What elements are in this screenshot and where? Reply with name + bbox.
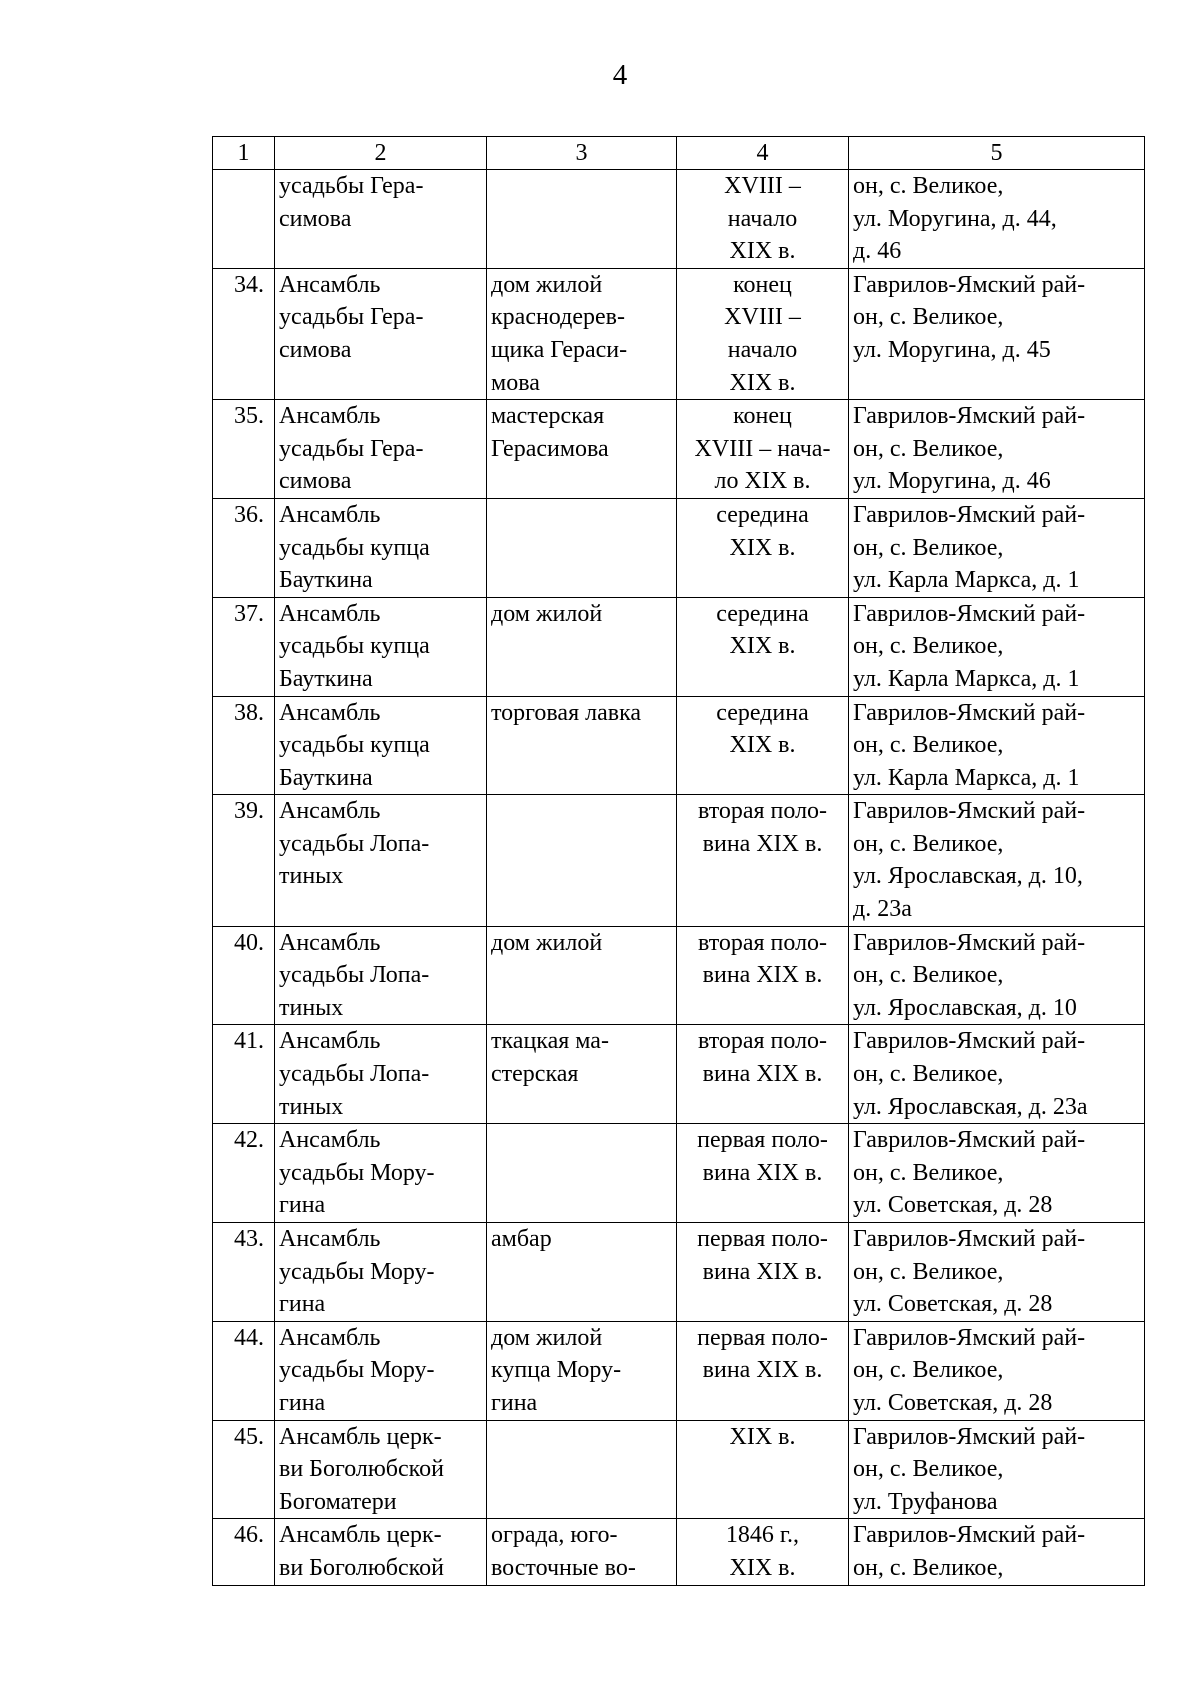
table-row bbox=[213, 1519, 1145, 1585]
table-row bbox=[213, 1124, 1145, 1223]
row-number-cell: 37. bbox=[213, 597, 275, 696]
row-number-cell: 34. bbox=[213, 268, 275, 399]
object-component-cell: ограда, юго- восточные во- bbox=[487, 1519, 677, 1585]
address-cell: Гаврилов-Ямский рай- он, с. Великое, ул. Моругина, д. 46 bbox=[849, 400, 1145, 499]
object-name-cell: Ансамбль усадьбы Лопа- тиных bbox=[275, 926, 487, 1025]
table-row bbox=[213, 1025, 1145, 1124]
table-row bbox=[213, 400, 1145, 499]
dating-cell: XVIII – начало XIX в. bbox=[677, 170, 849, 269]
object-name-cell: Ансамбль усадьбы купца Бауткина bbox=[275, 498, 487, 597]
row-number-cell: 43. bbox=[213, 1223, 275, 1322]
address-cell: Гаврилов-Ямский рай- он, с. Великое, ул. Советская, д. 28 bbox=[849, 1124, 1145, 1223]
table-row bbox=[213, 498, 1145, 597]
address-cell: Гаврилов-Ямский рай- он, с. Великое, ул. Советская, д. 28 bbox=[849, 1223, 1145, 1322]
table-row bbox=[213, 268, 1145, 399]
object-name-cell: Ансамбль усадьбы купца Бауткина bbox=[275, 597, 487, 696]
address-cell: Гаврилов-Ямский рай- он, с. Великое, ул. Ярославская, д. 23а bbox=[849, 1025, 1145, 1124]
dating-cell: первая поло- вина XIX в. bbox=[677, 1223, 849, 1322]
address-cell: Гаврилов-Ямский рай- он, с. Великое, ул. Карла Маркса, д. 1 bbox=[849, 597, 1145, 696]
column-header: 5 bbox=[849, 137, 1145, 170]
object-name-cell: Ансамбль усадьбы Лопа- тиных bbox=[275, 795, 487, 926]
row-number-cell: 44. bbox=[213, 1321, 275, 1420]
object-component-cell: дом жилой bbox=[487, 597, 677, 696]
table-row bbox=[213, 170, 1145, 269]
object-component-cell bbox=[487, 1124, 677, 1223]
column-header: 4 bbox=[677, 137, 849, 170]
object-component-cell: дом жилой bbox=[487, 926, 677, 1025]
column-header: 2 bbox=[275, 137, 487, 170]
row-number-cell: 39. bbox=[213, 795, 275, 926]
address-cell: он, с. Великое, ул. Моругина, д. 44, д. 46 bbox=[849, 170, 1145, 269]
dating-cell: 1846 г., XIX в. bbox=[677, 1519, 849, 1585]
table-row bbox=[213, 1420, 1145, 1519]
address-cell: Гаврилов-Ямский рай- он, с. Великое, ул. Ярославская, д. 10, д. 23а bbox=[849, 795, 1145, 926]
dating-cell: середина XIX в. bbox=[677, 696, 849, 795]
address-cell: Гаврилов-Ямский рай- он, с. Великое, ул. Ярославская, д. 10 bbox=[849, 926, 1145, 1025]
object-component-cell bbox=[487, 795, 677, 926]
table-row bbox=[213, 795, 1145, 926]
table-row bbox=[213, 926, 1145, 1025]
object-name-cell: Ансамбль усадьбы Мору- гина bbox=[275, 1124, 487, 1223]
object-name-cell: Ансамбль усадьбы Мору- гина bbox=[275, 1223, 487, 1322]
column-header: 1 bbox=[213, 137, 275, 170]
object-name-cell: Ансамбль усадьбы Лопа- тиных bbox=[275, 1025, 487, 1124]
object-component-cell: дом жилой купца Мору- гина bbox=[487, 1321, 677, 1420]
object-name-cell: Ансамбль церк- ви Боголюбской bbox=[275, 1519, 487, 1585]
dating-cell: первая поло- вина XIX в. bbox=[677, 1124, 849, 1223]
row-number-cell: 45. bbox=[213, 1420, 275, 1519]
object-name-cell: Ансамбль усадьбы купца Бауткина bbox=[275, 696, 487, 795]
dating-cell: вторая поло- вина XIX в. bbox=[677, 926, 849, 1025]
table-header-row bbox=[213, 137, 1145, 170]
address-cell: Гаврилов-Ямский рай- он, с. Великое, bbox=[849, 1519, 1145, 1585]
table-row bbox=[213, 597, 1145, 696]
object-name-cell: усадьбы Гера- симова bbox=[275, 170, 487, 269]
row-number-cell: 40. bbox=[213, 926, 275, 1025]
address-cell: Гаврилов-Ямский рай- он, с. Великое, ул. Моругина, д. 45 bbox=[849, 268, 1145, 399]
address-cell: Гаврилов-Ямский рай- он, с. Великое, ул. Карла Маркса, д. 1 bbox=[849, 498, 1145, 597]
row-number-cell: 35. bbox=[213, 400, 275, 499]
page-number: 4 bbox=[612, 59, 628, 91]
table-row bbox=[213, 1223, 1145, 1322]
object-component-cell: амбар bbox=[487, 1223, 677, 1322]
row-number-cell: 36. bbox=[213, 498, 275, 597]
row-number-cell: 42. bbox=[213, 1124, 275, 1223]
dating-cell: вторая поло- вина XIX в. bbox=[677, 1025, 849, 1124]
row-number-cell: 38. bbox=[213, 696, 275, 795]
address-cell: Гаврилов-Ямский рай- он, с. Великое, ул. Советская, д. 28 bbox=[849, 1321, 1145, 1420]
table-row bbox=[213, 696, 1145, 795]
dating-cell: XIX в. bbox=[677, 1420, 849, 1519]
address-cell: Гаврилов-Ямский рай- он, с. Великое, ул. Труфанова bbox=[849, 1420, 1145, 1519]
object-name-cell: Ансамбль усадьбы Мору- гина bbox=[275, 1321, 487, 1420]
object-component-cell: дом жилой краснодерев- щика Гераси- мова bbox=[487, 268, 677, 399]
table-row bbox=[213, 1321, 1145, 1420]
object-component-cell bbox=[487, 170, 677, 269]
object-component-cell: ткацкая ма- стерская bbox=[487, 1025, 677, 1124]
dating-cell: первая поло- вина XIX в. bbox=[677, 1321, 849, 1420]
dating-cell: конец XVIII – нача- ло XIX в. bbox=[677, 400, 849, 499]
column-header: 3 bbox=[487, 137, 677, 170]
address-cell: Гаврилов-Ямский рай- он, с. Великое, ул. Карла Маркса, д. 1 bbox=[849, 696, 1145, 795]
object-component-cell bbox=[487, 498, 677, 597]
heritage-objects-table bbox=[212, 136, 1145, 1586]
object-component-cell: торговая лавка bbox=[487, 696, 677, 795]
row-number-cell: 41. bbox=[213, 1025, 275, 1124]
dating-cell: вторая поло- вина XIX в. bbox=[677, 795, 849, 926]
row-number-cell bbox=[213, 170, 275, 269]
object-name-cell: Ансамбль церк- ви Боголюбской Богоматери bbox=[275, 1420, 487, 1519]
object-component-cell: мастерская Герасимова bbox=[487, 400, 677, 499]
dating-cell: конец XVIII – начало XIX в. bbox=[677, 268, 849, 399]
row-number-cell: 46. bbox=[213, 1519, 275, 1585]
dating-cell: середина XIX в. bbox=[677, 498, 849, 597]
dating-cell: середина XIX в. bbox=[677, 597, 849, 696]
object-component-cell bbox=[487, 1420, 677, 1519]
object-name-cell: Ансамбль усадьбы Гера- симова bbox=[275, 268, 487, 399]
object-name-cell: Ансамбль усадьбы Гера- симова bbox=[275, 400, 487, 499]
